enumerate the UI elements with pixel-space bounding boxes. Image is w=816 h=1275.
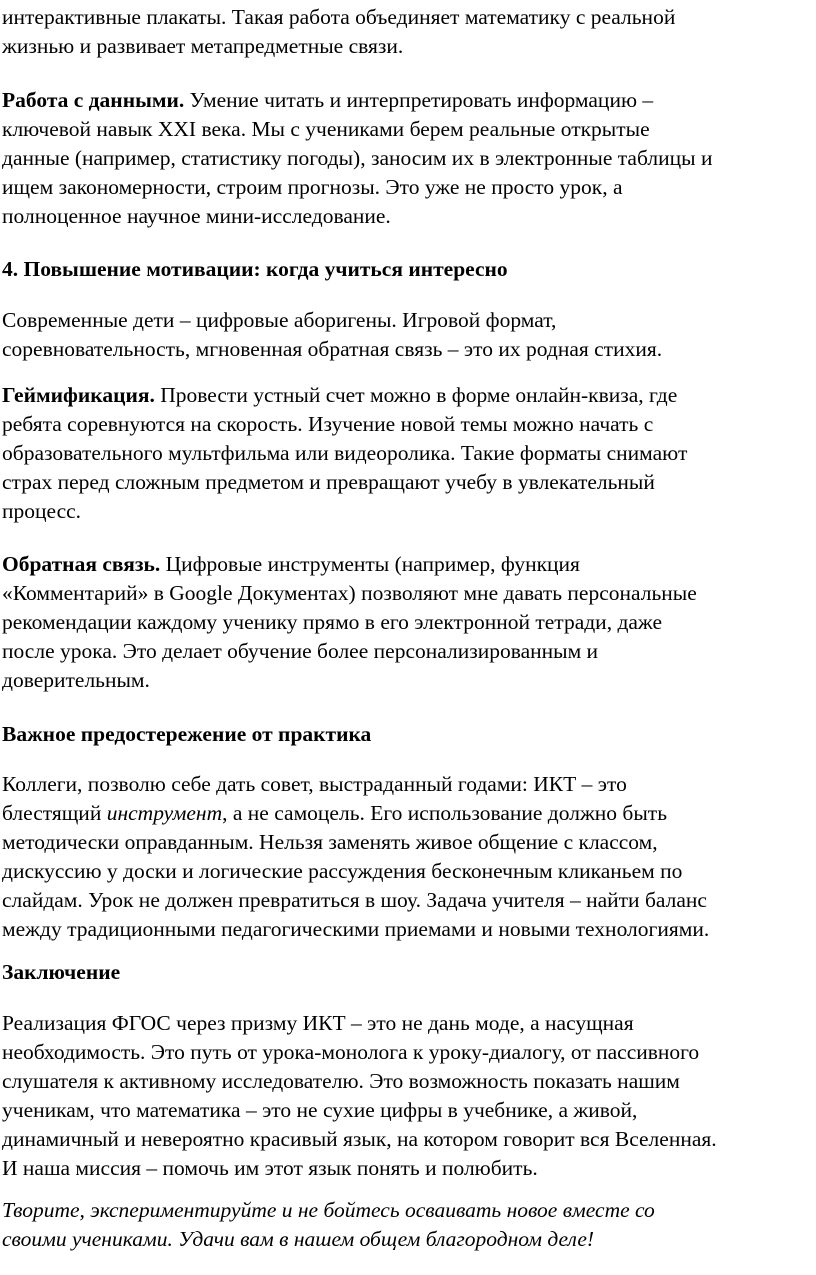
emphasis-text: инструмент	[106, 801, 223, 825]
text-line: жизнью и развивает метапредметные связи.	[2, 34, 404, 58]
paragraph-conclusion	[2, 1009, 814, 1183]
paragraph-digital-natives	[2, 306, 814, 364]
text-line	[2, 381, 814, 410]
paragraph-gamification	[2, 381, 814, 526]
text-line	[2, 550, 814, 579]
text-line: слайдам. Урок не должен превратиться в шоу. Задача учителя – найти баланс	[2, 888, 707, 912]
text-line: ребята соревнуются на скорость. Изучение новой темы можно начать с	[2, 412, 654, 436]
paragraph-closing-wish	[2, 1196, 814, 1254]
text-fragment: Цифровые инструменты (например, функция	[160, 552, 580, 576]
text-line: ученикам, что математика – это не сухие цифры в учебнике, а живой,	[2, 1098, 638, 1122]
heading-text: Важное предостережение от практика	[2, 722, 372, 746]
text-line: Современные дети – цифровые аборигены. Игровой формат,	[2, 308, 557, 332]
text-line: ищем закономерности, строим прогнозы. Это уже не просто урок, а	[2, 175, 623, 199]
heading-text: Заключение	[2, 960, 121, 984]
paragraph-continuation	[2, 3, 814, 61]
section-heading-motivation	[2, 255, 814, 284]
text-line: необходимость. Это путь от урока-монолога к уроку-диалогу, от пассивного	[2, 1040, 700, 1064]
text-line: слушателя к активному исследователю. Это возможность показать нашим	[2, 1069, 680, 1093]
text-line: дискуссию у доски и логические рассуждения бесконечным кликаньем по	[2, 859, 683, 883]
text-line: своими учениками. Удачи вам в нашем общем благородном деле!	[2, 1227, 595, 1251]
text-line: страх перед сложным предметом и превращают учебу в увлекательный	[2, 470, 655, 494]
text-line: Реализация ФГОС через призму ИКТ – это не дань моде, а насущная	[2, 1011, 634, 1035]
text-line: между традиционными педагогическими приемами и новыми технологиями.	[2, 917, 710, 941]
text-line: доверительным.	[2, 668, 150, 692]
paragraph-lead: Обратная связь.	[2, 552, 161, 576]
text-line: данные (например, статистику погоды), заносим их в электронные таблицы и	[2, 146, 713, 170]
text-line: динамичный и невероятно красивый язык, на котором говорит вся Вселенная.	[2, 1127, 717, 1151]
text-line: И наша миссия – помочь им этот язык понять и полюбить.	[2, 1156, 538, 1180]
text-line: соревновательность, мгновенная обратная связь – это их родная стихия.	[2, 337, 663, 361]
text-line: процесс.	[2, 499, 82, 523]
text-line: Коллеги, позволю себе дать совет, выстраданный годами: ИКТ – это	[2, 772, 627, 796]
text-line	[2, 799, 814, 828]
text-fragment: Умение читать и интерпретировать информацию –	[184, 88, 654, 112]
text-line: ключевой навык XXI века. Мы с учениками берем реальные открытые	[2, 117, 650, 141]
text-line: Творите, экспериментируйте и не бойтесь осваивать новое вместе со	[2, 1198, 655, 1222]
paragraph-feedback	[2, 550, 814, 695]
text-line: методически оправданным. Нельзя заменять живое общение с классом,	[2, 830, 658, 854]
text-line: образовательного мультфильма или видеоролика. Такие форматы снимают	[2, 441, 688, 465]
text-fragment: , а не самоцель. Его использование должно быть	[222, 801, 668, 825]
text-fragment: Провести устный счет можно в форме онлайн-квиза, где	[154, 383, 678, 407]
text-line	[2, 86, 814, 115]
paragraph-advice	[2, 770, 814, 944]
section-heading-conclusion	[2, 958, 814, 987]
heading-text: 4. Повышение мотивации: когда учиться интересно	[2, 257, 508, 281]
paragraph-lead: Работа с данными.	[2, 88, 185, 112]
paragraph-lead: Геймификация.	[2, 383, 155, 407]
text-line: после урока. Это делает обучение более персонализированным и	[2, 639, 599, 663]
text-line: рекомендации каждому ученику прямо в его электронной тетради, даже	[2, 610, 663, 634]
paragraph-data-work	[2, 86, 814, 231]
text-line: интерактивные плакаты. Такая работа объединяет математику с реальной	[2, 5, 676, 29]
section-heading-warning	[2, 720, 814, 749]
text-fragment: блестящий	[2, 801, 107, 825]
text-line: полноценное научное мини-исследование.	[2, 204, 391, 228]
text-line: «Комментарий» в Google Документах) позволяют мне давать персональные	[2, 581, 697, 605]
